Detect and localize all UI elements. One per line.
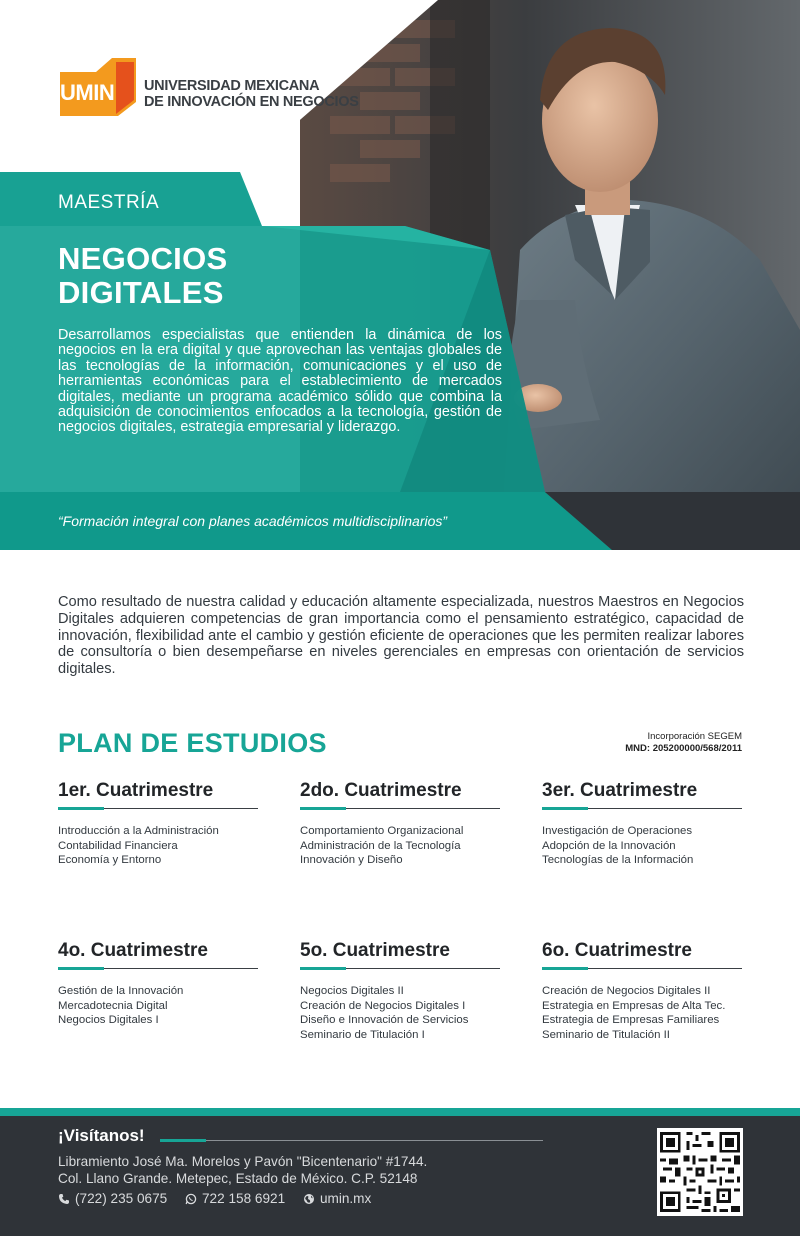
term-card	[300, 779, 505, 868]
university-name-line2: DE INNOVACIÓN EN NEGOCIOS	[144, 94, 359, 110]
term-card	[542, 779, 747, 868]
qr-code-icon[interactable]	[657, 1128, 743, 1216]
whatsapp-icon	[185, 1193, 197, 1205]
subject-item: Diseño e Innovación de Servicios	[300, 1014, 469, 1027]
term-divider	[542, 807, 742, 810]
website-link[interactable]	[303, 1191, 371, 1206]
subject-item: Administración de la Tecnología	[300, 839, 461, 852]
subject-item: Economía y Entorno	[58, 854, 162, 867]
term-divider	[58, 967, 258, 970]
subject-item: Investigación de Operaciones	[542, 825, 693, 837]
subject-item: Introducción a la Administración	[58, 825, 219, 837]
subject-list	[58, 984, 263, 1028]
logo-mark-text: UMIN	[60, 80, 115, 105]
visit-divider	[160, 1139, 543, 1142]
subject-item: Comportamiento Organizacional	[300, 825, 464, 837]
globe-icon	[303, 1193, 315, 1205]
subject-item: Contabilidad Financiera	[58, 839, 178, 852]
subject-item: Negocios Digitales I	[58, 1014, 159, 1027]
subject-item: Gestión de la Innovación	[58, 985, 184, 997]
university-name	[144, 78, 394, 110]
term-title: 6o. Cuatrimestre	[542, 940, 692, 961]
subject-item: Innovación y Diseño	[300, 854, 403, 867]
website-url: umin.mx	[319, 1190, 372, 1206]
program-title-line2: DIGITALES	[58, 275, 224, 310]
address-line1: Libramiento José Ma. Morelos y Pavón "Bicentenario" #1744.	[58, 1154, 428, 1169]
term-divider	[542, 967, 742, 970]
university-name-line1: UNIVERSIDAD MEXICANA	[144, 78, 320, 94]
subject-item: Estrategia en Empresas de Alta Tec.	[542, 999, 726, 1012]
phone-icon	[58, 1193, 70, 1205]
program-quote: “Formación integral con planes académicos multidisciplinarios”	[58, 513, 448, 529]
term-divider	[300, 967, 500, 970]
whatsapp-number: 722 158 6921	[202, 1190, 286, 1206]
subject-item: Seminario de Titulación I	[300, 1028, 425, 1041]
term-card	[58, 939, 263, 1028]
subject-item: Negocios Digitales II	[300, 985, 404, 997]
subject-list	[58, 824, 263, 868]
phone-number: (722) 235 0675	[75, 1190, 168, 1206]
curriculum-title: PLAN DE ESTUDIOS	[58, 728, 327, 758]
term-card	[300, 939, 505, 1042]
whatsapp-link[interactable]	[185, 1191, 285, 1206]
mnd-code: MND: 205200000/568/2011	[625, 743, 742, 754]
university-logo[interactable]	[56, 58, 359, 122]
term-divider	[300, 807, 500, 810]
address-line2: Col. Llano Grande. Metepec, Estado de México. C.P. 52148	[58, 1170, 418, 1186]
visit-title: ¡Visítanos!	[58, 1126, 145, 1145]
subject-item: Mercadotecnia Digital	[58, 999, 168, 1012]
subject-item: Seminario de Titulación II	[542, 1028, 670, 1041]
term-title: 3er. Cuatrimestre	[542, 780, 698, 801]
program-title	[58, 242, 358, 310]
phone-link[interactable]	[58, 1191, 167, 1206]
term-title: 4o. Cuatrimestre	[58, 940, 208, 961]
address	[58, 1154, 427, 1187]
term-card	[58, 779, 263, 868]
subject-list	[300, 824, 505, 868]
program-title-line1: NEGOCIOS	[58, 241, 228, 276]
subject-list	[542, 984, 747, 1042]
program-description: Desarrollamos especialistas que entienden la dinámica de los negocios en la era digital y que aprovechan las ventajas globales de las tecnologías de la información, comunicaciones y el uso de herramientas económicas para el establecimiento de mercados digitales, mediante un programa académico sólido que combina la adquisición de conocimientos enfocados a la tecnología, gestión de negocios digitales, estrategia empresarial y liderazgo.	[58, 327, 502, 436]
footer-accent-bar	[0, 1108, 800, 1116]
subject-item: Tecnologías de la Información	[542, 854, 694, 867]
subject-item: Creación de Negocios Digitales I	[300, 999, 466, 1012]
term-divider	[58, 807, 258, 810]
term-card	[542, 939, 747, 1042]
contact-row	[58, 1190, 385, 1208]
subject-item: Adopción de la Innovación	[542, 839, 676, 852]
subject-list	[300, 984, 505, 1042]
hero-banner	[0, 0, 800, 550]
term-title: 5o. Cuatrimestre	[300, 940, 450, 961]
incorporation-info	[625, 731, 742, 755]
footer	[0, 1116, 800, 1236]
subject-item: Estrategia de Empresas Familiares	[542, 1014, 720, 1027]
degree-level: MAESTRÍA	[58, 192, 160, 213]
graduate-profile-text: Como resultado de nuestra calidad y educación altamente especializada, nuestros Maestros en Negocios Digitales adquieren competencias de gran importancia como el pensamiento estratégico, capacidad de innovación, flexibilidad ante el cambio y gestión eficiente de operaciones que les permiten realizar labores de consultoría o bien desempeñarse en niveles gerenciales en empresas con orientación de servicios digitales.	[58, 594, 744, 678]
subject-list	[542, 824, 747, 868]
term-title: 1er. Cuatrimestre	[58, 780, 214, 801]
incorporation-label: Incorporación SEGEM	[647, 731, 742, 742]
subject-item: Creación de Negocios Digitales II	[542, 985, 711, 997]
term-title: 2do. Cuatrimestre	[300, 780, 462, 801]
